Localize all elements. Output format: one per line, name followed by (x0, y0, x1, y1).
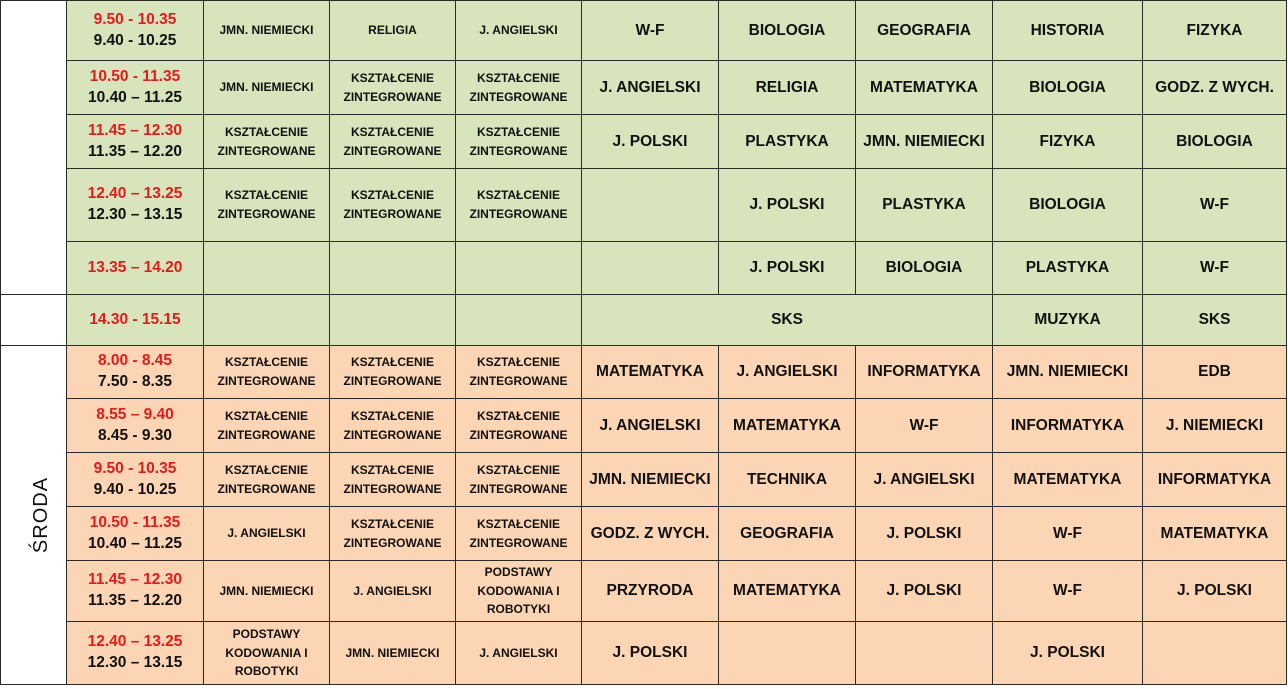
lesson-cell (456, 242, 582, 295)
lesson-time: 12.40 – 13.25 (87, 185, 183, 203)
lesson-cell: KSZTAŁCENIE ZINTEGROWANE (204, 346, 330, 399)
alt-lesson-time: 11.35 – 12.20 (88, 592, 182, 609)
lesson-cell (204, 242, 330, 295)
lesson-cell: J. POLSKI (856, 507, 993, 561)
alt-lesson-time: 11.35 – 12.20 (88, 142, 182, 160)
lesson-cell: KSZTAŁCENIE ZINTEGROWANE (204, 453, 330, 507)
time-cell (67, 115, 204, 169)
lesson-cell: J. ANGIELSKI (719, 346, 856, 399)
lesson-cell: W-F (856, 399, 993, 453)
lesson-cell: JMN. NIEMIECKI (856, 115, 993, 169)
lesson-cell: PRZYRODA (582, 561, 719, 622)
lesson-cell (330, 295, 456, 346)
lesson-time: 9.50 - 10.35 (93, 459, 177, 477)
lesson-cell: KSZTAŁCENIE ZINTEGROWANE (330, 169, 456, 242)
lesson-cell: J. ANGIELSKI (330, 561, 456, 622)
alt-lesson-time: 9.40 - 10.25 (93, 480, 177, 498)
lesson-cell: RELIGIA (330, 1, 456, 61)
time-cell (67, 507, 204, 561)
lesson-cell: JMN. NIEMIECKI (204, 1, 330, 61)
table-row (1, 115, 1287, 169)
time-cell (67, 61, 204, 115)
lesson-cell: BIOLOGIA (856, 242, 993, 295)
lesson-cell: W-F (1143, 169, 1287, 242)
table-row (1, 561, 1287, 622)
lesson-cell: INFORMATYKA (993, 399, 1143, 453)
lesson-time: 13.35 – 14.20 (87, 258, 183, 276)
lesson-time: 11.45 – 12.30 (88, 571, 182, 589)
lesson-cell-merged: SKS (582, 295, 993, 346)
lesson-cell: KSZTAŁCENIE ZINTEGROWANE (456, 399, 582, 453)
lesson-cell: W-F (993, 507, 1143, 561)
lesson-cell (582, 242, 719, 295)
day-cell-gap (1, 295, 67, 346)
lesson-cell: J. POLSKI (993, 622, 1143, 685)
lesson-cell: KSZTAŁCENIE ZINTEGROWANE (456, 61, 582, 115)
lesson-cell: MATEMATYKA (1143, 507, 1287, 561)
lesson-cell: GEOGRAFIA (719, 507, 856, 561)
lesson-cell: PLASTYKA (719, 115, 856, 169)
lesson-cell: KSZTAŁCENIE ZINTEGROWANE (204, 169, 330, 242)
lesson-time: 10.50 - 11.35 (89, 513, 181, 531)
lesson-cell: JMN. NIEMIECKI (582, 453, 719, 507)
lesson-cell: KSZTAŁCENIE ZINTEGROWANE (456, 169, 582, 242)
lesson-cell (1143, 622, 1287, 685)
lesson-cell: J. POLSKI (719, 169, 856, 242)
lesson-cell: KSZTAŁCENIE ZINTEGROWANE (330, 115, 456, 169)
lesson-cell: PLASTYKA (993, 242, 1143, 295)
lesson-cell: MATEMATYKA (719, 399, 856, 453)
lesson-time: 11.45 – 12.30 (88, 121, 182, 139)
lesson-cell: J. ANGIELSKI (582, 399, 719, 453)
lesson-cell: KSZTAŁCENIE ZINTEGROWANE (204, 399, 330, 453)
lesson-cell: PODSTAWY KODOWANIA I ROBOTYKI (456, 561, 582, 622)
day-cell-prev (1, 1, 67, 295)
lesson-cell: W-F (1143, 242, 1287, 295)
time-cell (67, 1, 204, 61)
table-row (1, 1, 1287, 61)
lesson-cell: J. NIEMIECKI (1143, 399, 1287, 453)
lesson-cell: BIOLOGIA (993, 61, 1143, 115)
lesson-cell: FIZYKA (1143, 1, 1287, 61)
alt-lesson-time: 10.40 – 11.25 (88, 88, 182, 106)
alt-lesson-time: 7.50 - 8.35 (97, 373, 173, 390)
lesson-cell: KSZTAŁCENIE ZINTEGROWANE (204, 115, 330, 169)
time-cell (67, 346, 204, 399)
table-row (1, 453, 1287, 507)
lesson-time: 9.50 - 10.35 (93, 10, 177, 28)
table-row (1, 295, 1287, 346)
alt-lesson-time: 10.40 – 11.25 (88, 534, 182, 552)
lesson-cell: GODZ. Z WYCH. (582, 507, 719, 561)
lesson-cell: J. POLSKI (582, 115, 719, 169)
lesson-cell (204, 295, 330, 346)
lesson-cell (330, 242, 456, 295)
lesson-cell: KSZTAŁCENIE ZINTEGROWANE (330, 61, 456, 115)
lesson-cell: GEOGRAFIA (856, 1, 993, 61)
lesson-cell: GODZ. Z WYCH. (1143, 61, 1287, 115)
lesson-time: 8.00 - 8.45 (97, 352, 173, 370)
time-cell (67, 242, 204, 295)
lesson-cell: W-F (993, 561, 1143, 622)
lesson-cell: EDB (1143, 346, 1287, 399)
lesson-cell: J. POLSKI (719, 242, 856, 295)
table-row (1, 507, 1287, 561)
lesson-time: 14.30 - 15.15 (89, 310, 181, 328)
lesson-cell: JMN. NIEMIECKI (993, 346, 1143, 399)
lesson-cell: JMN. NIEMIECKI (204, 561, 330, 622)
lesson-cell: MATEMATYKA (993, 453, 1143, 507)
lesson-cell: J. POLSKI (856, 561, 993, 622)
time-cell (67, 169, 204, 242)
lesson-cell: RELIGIA (719, 61, 856, 115)
lesson-cell: W-F (582, 1, 719, 61)
lesson-cell: J. ANGIELSKI (582, 61, 719, 115)
table-row (1, 169, 1287, 242)
lesson-cell: INFORMATYKA (856, 346, 993, 399)
table-row (1, 346, 1287, 399)
alt-lesson-time: 8.45 - 9.30 (97, 426, 173, 444)
alt-lesson-time: 12.30 – 13.15 (87, 206, 183, 223)
lesson-cell: PODSTAWY KODOWANIA I ROBOTYKI (204, 622, 330, 685)
table-row (1, 61, 1287, 115)
lesson-time: 8.55 – 9.40 (96, 405, 174, 423)
lesson-time: 10.50 - 11.35 (89, 67, 181, 85)
lesson-cell: SKS (1143, 295, 1287, 346)
lesson-cell: J. ANGIELSKI (456, 1, 582, 61)
time-cell (67, 399, 204, 453)
lesson-time: 12.40 – 13.25 (87, 633, 183, 651)
lesson-cell: BIOLOGIA (993, 169, 1143, 242)
day-label: ŚRODA (30, 476, 53, 554)
lesson-cell: KSZTAŁCENIE ZINTEGROWANE (330, 399, 456, 453)
lesson-cell: TECHNIKA (719, 453, 856, 507)
lesson-cell: KSZTAŁCENIE ZINTEGROWANE (456, 346, 582, 399)
lesson-cell: MATEMATYKA (582, 346, 719, 399)
lesson-cell: FIZYKA (993, 115, 1143, 169)
lesson-cell: INFORMATYKA (1143, 453, 1287, 507)
lesson-cell: J. ANGIELSKI (204, 507, 330, 561)
lesson-cell: KSZTAŁCENIE ZINTEGROWANE (456, 115, 582, 169)
alt-lesson-time: 12.30 – 13.15 (87, 654, 183, 671)
lesson-cell (856, 622, 993, 685)
lesson-cell: J. POLSKI (582, 622, 719, 685)
time-cell (67, 453, 204, 507)
lesson-cell (719, 622, 856, 685)
lesson-cell: KSZTAŁCENIE ZINTEGROWANE (456, 453, 582, 507)
lesson-cell: J. POLSKI (1143, 561, 1287, 622)
lesson-cell: KSZTAŁCENIE ZINTEGROWANE (330, 346, 456, 399)
table-row (1, 242, 1287, 295)
lesson-cell (582, 169, 719, 242)
lesson-cell: BIOLOGIA (719, 1, 856, 61)
lesson-cell: PLASTYKA (856, 169, 993, 242)
table-row (1, 622, 1287, 685)
lesson-cell: JMN. NIEMIECKI (204, 61, 330, 115)
lesson-cell (456, 295, 582, 346)
lesson-cell: J. ANGIELSKI (856, 453, 993, 507)
alt-lesson-time: 9.40 - 10.25 (93, 31, 177, 49)
lesson-cell: JMN. NIEMIECKI (330, 622, 456, 685)
lesson-cell: KSZTAŁCENIE ZINTEGROWANE (456, 507, 582, 561)
lesson-cell: MATEMATYKA (856, 61, 993, 115)
lesson-cell: MUZYKA (993, 295, 1143, 346)
lesson-cell: BIOLOGIA (1143, 115, 1287, 169)
lesson-cell: J. ANGIELSKI (456, 622, 582, 685)
day-cell-wednesday (1, 346, 67, 685)
table-row (1, 399, 1287, 453)
time-cell (67, 561, 204, 622)
lesson-cell: HISTORIA (993, 1, 1143, 61)
lesson-cell: KSZTAŁCENIE ZINTEGROWANE (330, 507, 456, 561)
time-cell (67, 295, 204, 346)
lesson-cell: KSZTAŁCENIE ZINTEGROWANE (330, 453, 456, 507)
lesson-cell: MATEMATYKA (719, 561, 856, 622)
time-cell (67, 622, 204, 685)
